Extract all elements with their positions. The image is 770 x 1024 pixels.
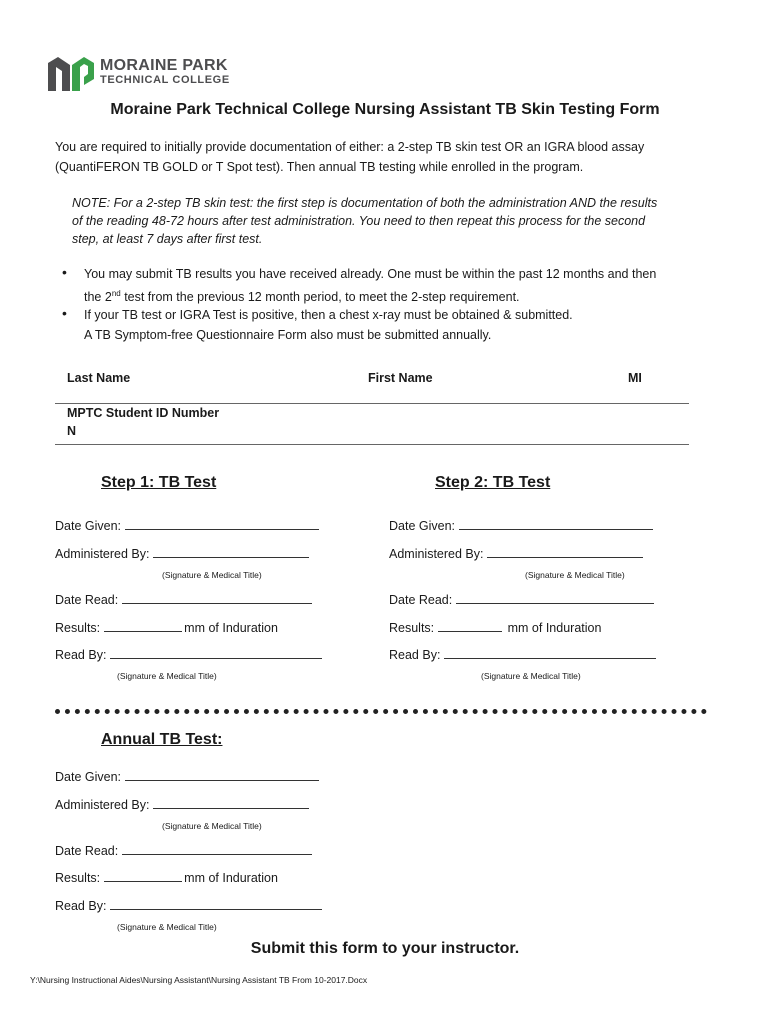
step-1-administered-by-field[interactable] [153,545,309,558]
annual-results: Results: mm of Induration [55,871,278,885]
annual-date-given: Date Given: [55,768,319,784]
step-2-date-read: Date Read: [389,591,654,607]
step-1-signature-hint: (Signature & Medical Title) [162,570,262,580]
step-1-read-by: Read By: [55,646,322,662]
note-line-1: NOTE: For a 2-step TB skin test: the first step is documentation of both the administration AND the results [72,196,658,210]
step-2-read-by-signature-hint: (Signature & Medical Title) [481,671,581,681]
step-2-administered-by: Administered By: [389,545,643,561]
intro-line-2: (QuantiFERON TB GOLD or T Spot test). Then annual TB testing while enrolled in the program. [55,160,584,174]
moraine-park-logo-mark-icon [48,57,96,91]
annual-date-read: Date Read: [55,842,312,858]
step-1-read-by-signature-hint: (Signature & Medical Title) [117,671,217,681]
submit-instruction: Submit this form to your instructor. [250,940,520,957]
section-divider [55,709,707,714]
bullet-icon: • [62,305,67,321]
step-1-read-by-field[interactable] [110,646,322,659]
step-1-date-read: Date Read: [55,591,312,607]
step-1-administered-by: Administered By: [55,545,309,561]
bullet-1-line-2: the 2nd test from the previous 12 month period, to meet the 2-step requirement. [84,289,520,305]
step-2-results: Results: mm of Induration [389,621,602,635]
step-2-administered-by-field[interactable] [487,545,643,558]
student-id-label: MPTC Student ID Number [67,406,220,420]
bullet-2-line-2: A TB Symptom-free Questionnaire Form also must be submitted annually. [84,328,492,342]
step-1-heading: Step 1: TB Test [101,474,217,491]
logo-name-line2: TECHNICAL COLLEGE [100,74,230,86]
college-logo [48,57,248,91]
last-name-label: Last Name [67,371,131,385]
step-1-results: Results: mm of Induration [55,621,278,635]
student-id-prefix: N [67,424,77,438]
annual-read-by-field[interactable] [110,897,322,910]
annual-date-given-field[interactable] [125,768,319,781]
step-2-date-read-field[interactable] [456,591,654,604]
logo-name-line1: MORAINE PARK [100,57,228,74]
annual-read-by: Read By: [55,897,322,913]
bullet-1-line-1: You may submit TB results you have received already. One must be within the past 12 months and then [84,267,657,281]
note-line-3: step, at least 7 days after first test. [72,232,263,246]
annual-administered-by: Administered By: [55,796,309,812]
bullet-2-line-1: If your TB test or IGRA Test is positive, then a chest x-ray must be obtained & submitted. [84,308,573,322]
step-2-results-field[interactable] [438,619,502,632]
annual-signature-hint: (Signature & Medical Title) [162,821,262,831]
step-1-results-field[interactable] [104,619,182,632]
step-1-date-given-field[interactable] [125,517,319,530]
step-2-signature-hint: (Signature & Medical Title) [525,570,625,580]
annual-test-heading: Annual TB Test: [101,731,223,748]
bullet-icon: • [62,264,67,280]
form-title: Moraine Park Technical College Nursing Assistant TB Skin Testing Form [110,101,660,118]
step-2-read-by-field[interactable] [444,646,656,659]
step-2-date-given: Date Given: [389,517,653,533]
step-2-heading: Step 2: TB Test [435,474,551,491]
step-1-date-given: Date Given: [55,517,319,533]
file-path-footer: Y:\Nursing Instructional Aides\Nursing Assistant\Nursing Assistant TB From 10-2017.Docx [30,975,368,985]
annual-read-by-signature-hint: (Signature & Medical Title) [117,922,217,932]
annual-date-read-field[interactable] [122,842,312,855]
annual-results-field[interactable] [104,869,182,882]
first-name-label: First Name [368,371,433,385]
step-2-date-given-field[interactable] [459,517,653,530]
middle-initial-label: MI [628,371,642,385]
name-field-line[interactable] [55,403,689,404]
intro-line-1: You are required to initially provide documentation of either: a 2-step TB skin test OR an IGRA blood assay [55,140,645,154]
student-id-field-line[interactable] [55,444,689,445]
step-1-date-read-field[interactable] [122,591,312,604]
note-line-2: of the reading 48-72 hours after test administration. You need to then repeat this process for the second [72,214,646,228]
step-2-read-by: Read By: [389,646,656,662]
annual-administered-by-field[interactable] [153,796,309,809]
